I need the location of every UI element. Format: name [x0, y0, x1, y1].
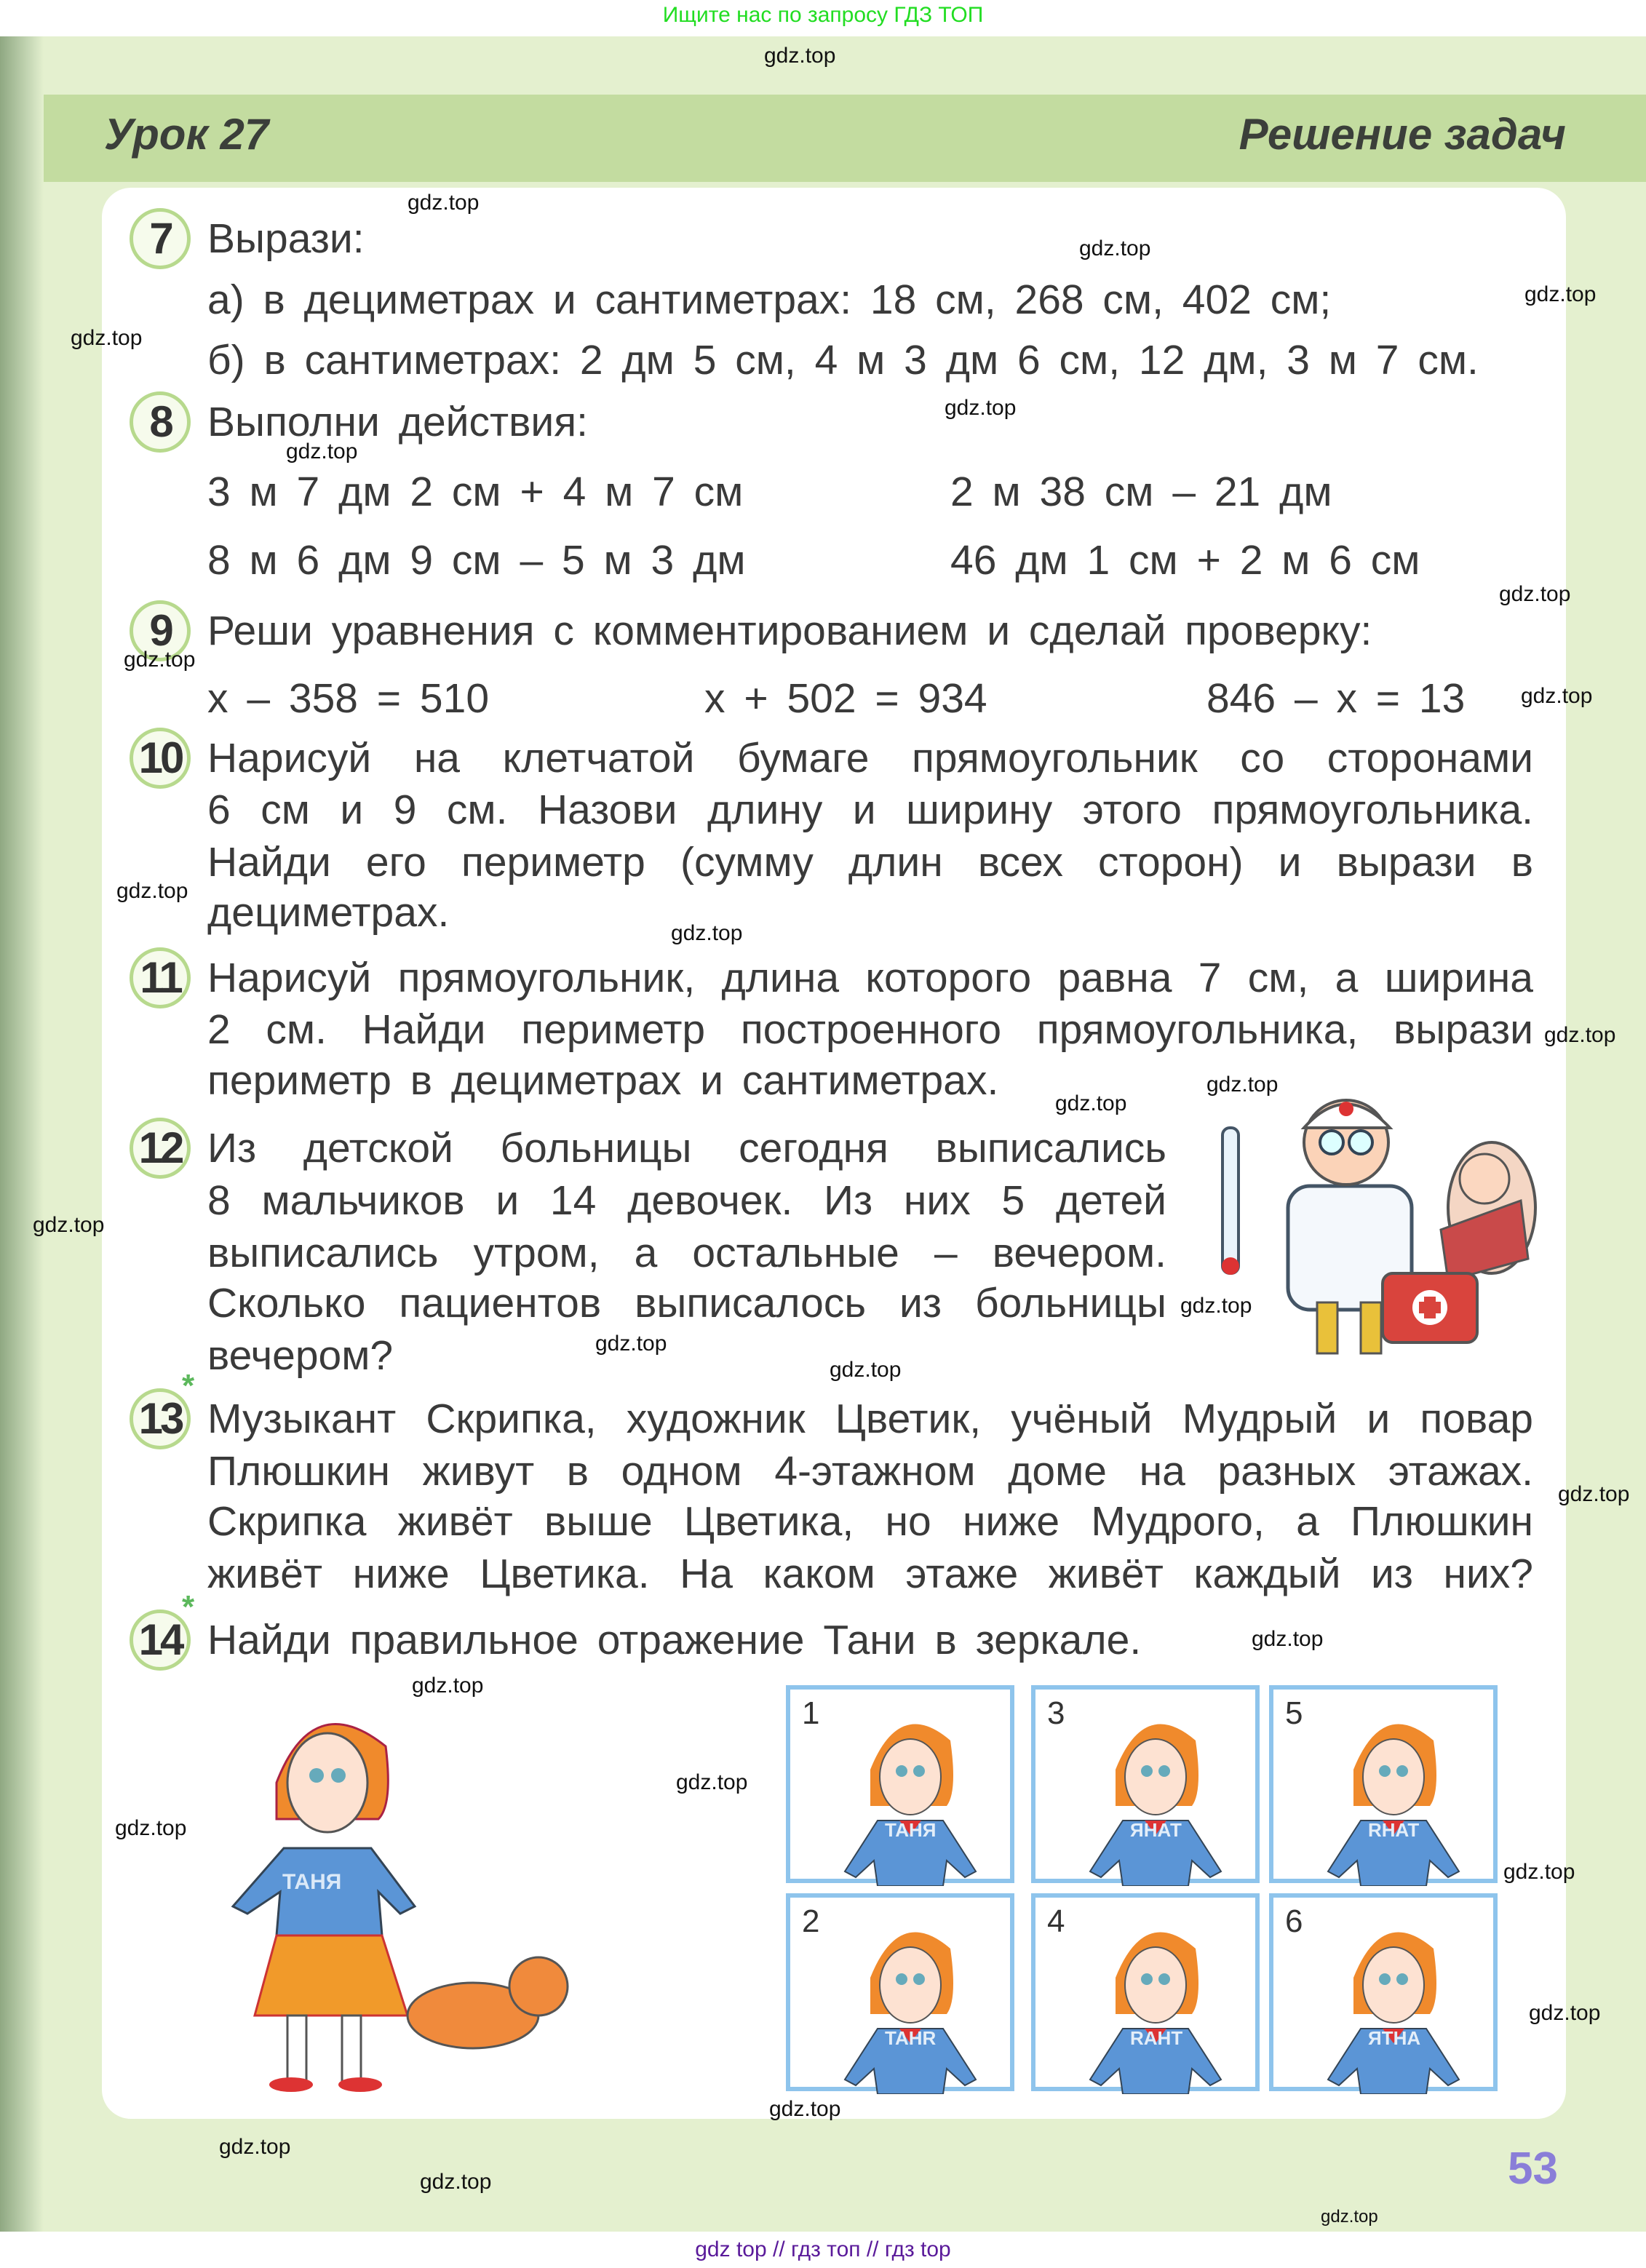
task-11-line: Нарисуй прямоугольник, длина которого равна 7 см, а ширина — [207, 955, 1533, 1001]
task-7-title: Вырази: — [207, 215, 365, 262]
option-shirt-text: TAHR — [885, 2027, 937, 2049]
watermark: gdz.top — [764, 44, 836, 68]
watermark: gdz.top — [1529, 2001, 1601, 2025]
task-9-title: Реши уравнения с комментированием и сделай проверку: — [207, 608, 1372, 654]
task-number-13: 13 — [130, 1388, 191, 1449]
task-13-line: живёт ниже Цветика. На каком этаже живёт каждый из них? — [207, 1551, 1533, 1597]
option-number: 4 — [1047, 1903, 1065, 1939]
watermark: gdz.top — [1499, 582, 1571, 606]
mirror-option-1[interactable] — [786, 1685, 1014, 1883]
watermark: gdz.top — [71, 326, 143, 350]
watermark: gdz.top — [1079, 236, 1151, 260]
watermark: gdz.top — [124, 648, 196, 672]
task-13-line: Плюшкин живут в одном 4-этажном доме на разных этажах. — [207, 1448, 1533, 1495]
task-9-eq-2: x + 502 = 934 — [704, 675, 987, 722]
mirror-option-4[interactable] — [1031, 1893, 1260, 2091]
doctor-illustration — [1208, 1084, 1543, 1361]
watermark: gdz.top — [1180, 1294, 1252, 1318]
task-7-b: б) в сантиметрах: 2 дм 5 см, 4 м 3 дм 6 см, 12 дм, 3 м 7 см. — [207, 337, 1479, 383]
task-13-line: Музыкант Скрипка, художник Цветик, учёный Мудрый и повар — [207, 1396, 1533, 1442]
girl-reflection-image — [1303, 1912, 1477, 2094]
task-9-eq-3: 846 – x = 13 — [1206, 675, 1466, 722]
watermark: gdz.top — [412, 1674, 484, 1698]
task-11-line: 2 см. Найди периметр построенного прямоугольника, вырази — [207, 1006, 1533, 1053]
girl-reflection-image — [1303, 1704, 1477, 1886]
watermark: gdz.top — [116, 879, 188, 903]
watermark: gdz.top — [1558, 1482, 1630, 1506]
task-12-line: Сколько пациентов выписалось из больницы — [207, 1280, 1166, 1326]
task-number-7: 7 — [130, 208, 191, 269]
option-number: 6 — [1285, 1903, 1303, 1939]
watermark: gdz.top — [1544, 1023, 1616, 1047]
watermark: gdz.top — [1252, 1627, 1324, 1651]
option-shirt-text: ЯТНА — [1368, 2027, 1421, 2049]
watermark: gdz.top — [219, 2135, 291, 2159]
task-13-line: Скрипка живёт выше Цветика, но ниже Мудрого, а Плюшкин — [207, 1498, 1533, 1545]
option-number: 2 — [802, 1903, 820, 1939]
difficulty-star: * — [182, 1368, 195, 1404]
task-10-line: Найди его периметр (сумму длин всех сторон) и вырази в — [207, 839, 1533, 886]
girl-reflection-image — [1065, 1704, 1239, 1886]
task-number-14: 14 — [130, 1610, 191, 1671]
watermark: gdz.top — [1524, 282, 1597, 306]
option-number: 1 — [802, 1695, 820, 1731]
mirror-option-2[interactable] — [786, 1893, 1014, 2091]
task-number-9: 9 — [130, 600, 191, 661]
footer-links[interactable]: gdz top // гдз топ // гдз top — [695, 2237, 951, 2261]
task-number-8: 8 — [130, 391, 191, 453]
watermark: gdz.top — [769, 2097, 841, 2121]
option-shirt-text: RHAT — [1368, 1819, 1420, 1841]
task-10-line: Нарисуй на клетчатой бумаге прямоугольник со сторонами — [207, 735, 1533, 781]
option-shirt-text: RAHT — [1130, 2027, 1183, 2049]
task-8-expr-3: 8 м 6 дм 9 см – 5 м 3 дм — [207, 537, 746, 584]
option-number: 3 — [1047, 1695, 1065, 1731]
watermark: gdz.top — [830, 1358, 902, 1382]
task-8-expr-4: 46 дм 1 см + 2 м 6 см — [950, 537, 1420, 584]
option-shirt-text: ТАНЯ — [885, 1819, 937, 1841]
option-shirt-text: ЯНАТ — [1130, 1819, 1182, 1841]
watermark: gdz.top — [945, 396, 1017, 420]
task-10-line: дециметрах. — [207, 889, 450, 936]
girl-reflection-image — [1065, 1912, 1239, 2094]
task-number-11: 11 — [130, 947, 191, 1008]
watermark: gdz.top — [1503, 1860, 1575, 1884]
task-12-line: вечером? — [207, 1332, 394, 1379]
watermark: gdz.top — [671, 921, 743, 945]
option-number: 5 — [1285, 1695, 1303, 1731]
task-8-expr-1: 3 м 7 дм 2 см + 4 м 7 см — [207, 469, 744, 515]
task-number-10: 10 — [130, 728, 191, 789]
task-9-eq-1: x – 358 = 510 — [207, 675, 490, 722]
watermark: gdz.top — [1055, 1091, 1127, 1115]
task-8-expr-2: 2 м 38 см – 21 дм — [950, 469, 1332, 515]
watermark: gdz.top — [595, 1332, 667, 1356]
watermark: gdz.top — [420, 2170, 492, 2194]
mirror-option-3[interactable] — [1031, 1685, 1260, 1883]
watermark: gdz.top — [115, 1816, 187, 1840]
watermark: gdz.top — [33, 1213, 105, 1237]
task-7-a: а) в дециметрах и сантиметрах: 18 см, 268 см, 402 см; — [207, 276, 1332, 323]
task-12-line: 8 мальчиков и 14 девочек. Из них 5 детей — [207, 1177, 1166, 1224]
lesson-topic: Решение задач — [1239, 110, 1566, 159]
task-12-line: Из детской больницы сегодня выписались — [207, 1125, 1166, 1171]
task-10-line: 6 см и 9 см. Назови длину и ширину этого прямоугольника. — [207, 787, 1533, 833]
girl-reflection-image — [819, 1704, 994, 1886]
girl-reflection-image — [819, 1912, 994, 2094]
watermark: gdz.top — [1521, 684, 1593, 708]
girl-shirt-text: ТАНЯ — [282, 1870, 342, 1894]
page-spine — [0, 36, 44, 2232]
task-12-line: выписались утром, а остальные – вечером. — [207, 1230, 1166, 1276]
mirror-option-6[interactable] — [1269, 1893, 1498, 2091]
tanya-illustration — [196, 1695, 604, 2103]
page-number: 53 — [1508, 2144, 1558, 2194]
task-11-line: периметр в дециметрах и сантиметрах. — [207, 1057, 999, 1104]
difficulty-star: * — [182, 1589, 195, 1625]
watermark: gdz.top — [286, 439, 358, 463]
mirror-option-5[interactable] — [1269, 1685, 1498, 1883]
lesson-title: Урок 27 — [104, 110, 269, 159]
watermark: gdz.top — [407, 191, 480, 215]
task-14-title: Найди правильное отражение Тани в зеркале. — [207, 1617, 1142, 1663]
watermark: gdz.top — [1321, 2207, 1378, 2227]
task-8-title: Выполни действия: — [207, 399, 588, 445]
search-banner[interactable]: Ищите нас по запросу ГДЗ ТОП — [0, 0, 1646, 73]
task-number-12: 12 — [130, 1118, 191, 1179]
watermark: gdz.top — [676, 1770, 748, 1794]
watermark: gdz.top — [1206, 1073, 1279, 1097]
